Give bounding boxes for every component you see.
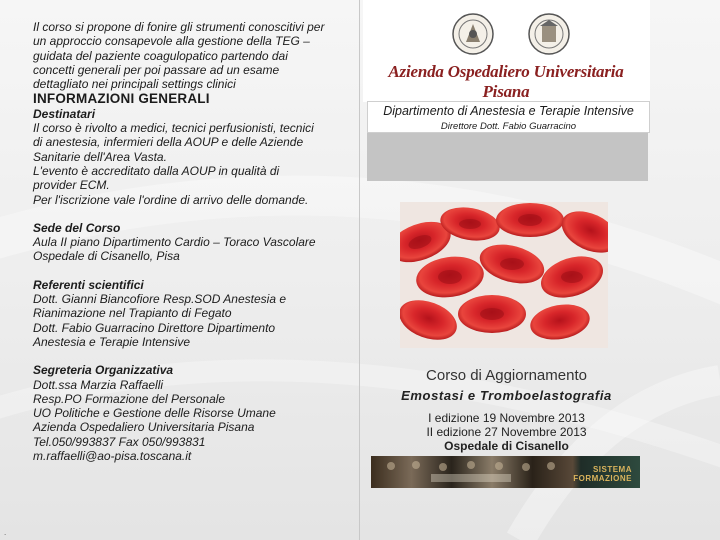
intro-line: dettagliato nei principali settings clinici: [33, 77, 236, 92]
course-dates: [363, 411, 650, 453]
segreteria-line: Azienda Ospedaliero Universitaria Pisana: [33, 420, 255, 435]
hospital-logo: [363, 0, 650, 102]
general-info-heading: INFORMAZIONI GENERALI: [33, 91, 210, 107]
destinatari-line: L'evento è accreditato dalla AOUP in qualità di: [33, 163, 280, 178]
intro-line: concetti generali per poi passare ad un esame: [33, 62, 280, 77]
destinatari-line: provider ECM.: [33, 178, 110, 193]
edition-date: I edizione 19 Novembre 2013: [428, 411, 585, 425]
destinatari-title: Destinatari: [33, 106, 96, 121]
grey-band: [367, 133, 648, 181]
intro-line: un approccio consapevole alla gestione della TEG –: [33, 34, 310, 49]
destinatari-line: di anestesia, infermieri della AOUP e delle Aziende: [33, 135, 304, 150]
segreteria-email[interactable]: m.raffaelli@ao-pisa.toscana.it: [33, 449, 192, 464]
sede-line: Aula II piano Dipartimento Cardio – Toraco Vascolare: [33, 235, 316, 250]
sistema-formazione-logo: [573, 465, 632, 483]
department-director: Direttore Dott. Fabio Guarracino: [440, 121, 577, 132]
sede-section: [33, 221, 345, 264]
destinatari-line: Sanitarie dell'Area Vasta.: [33, 149, 167, 164]
destinatari-section: [33, 107, 345, 207]
destinatari-line: Per l'iscrizione vale l'ordine di arrivo delle domande.: [33, 192, 309, 207]
segreteria-title: Segreteria Organizzativa: [33, 363, 174, 378]
sede-line: Ospedale di Cisanello, Pisa: [33, 249, 180, 264]
course-place: Ospedale di Cisanello: [444, 439, 569, 453]
segreteria-line: Resp.PO Formazione del Personale: [33, 391, 226, 406]
intro-paragraph: [33, 20, 345, 91]
footer-dot: .: [4, 528, 7, 537]
brochure-right-column: [363, 0, 650, 540]
referenti-line: Rianimazione nel Trapianto di Fegato: [33, 306, 232, 321]
edition-date: II edizione 27 Novembre 2013: [426, 425, 587, 439]
referenti-section: [33, 278, 345, 349]
department-title: Dipartimento di Anestesia e Terapie Intensive: [383, 104, 634, 118]
department-bar: [367, 101, 650, 133]
sistema-formazione-banner: [371, 456, 640, 488]
brochure-left-column: [33, 20, 345, 463]
seal-right-icon: [527, 12, 571, 56]
brand-line-2: FORMAZIONE: [573, 474, 632, 483]
brand-line-1: SISTEMA: [592, 465, 632, 474]
red-blood-cells-image: [400, 202, 608, 348]
seal-left-icon: [451, 12, 495, 56]
segreteria-section: [33, 363, 345, 463]
intro-line: Il corso si propone di fonire gli strumenti conoscitivi per: [33, 20, 325, 34]
segreteria-line: Dott.ssa Marzia Raffaelli: [33, 377, 164, 392]
referenti-line: Anestesia e Terapie Intensive: [33, 334, 190, 349]
referenti-line: Dott. Gianni Biancofiore Resp.SOD Anestesia e: [33, 292, 287, 307]
destinatari-line: Il corso è rivolto a medici, tecnici perfusionisti, tecnici: [33, 121, 314, 136]
segreteria-line: UO Politiche e Gestione delle Risorse Umane: [33, 406, 276, 421]
intro-line: guidata del paziente coagulopatico partendo dai: [33, 48, 288, 63]
column-divider: [359, 0, 360, 540]
segreteria-line: Tel.050/993837 Fax 050/993831: [33, 434, 206, 449]
course-title: Corso di Aggiornamento: [426, 367, 587, 384]
referenti-line: Dott. Fabio Guarracino Direttore Dipartimento: [33, 320, 276, 335]
referenti-title: Referenti scientifici: [33, 277, 144, 292]
sede-title: Sede del Corso: [33, 220, 121, 235]
course-subtitle: Emostasi e Tromboelastografia: [401, 388, 612, 403]
hospital-logo-text: Azienda Ospedaliero Universitaria Pisana: [388, 62, 624, 101]
